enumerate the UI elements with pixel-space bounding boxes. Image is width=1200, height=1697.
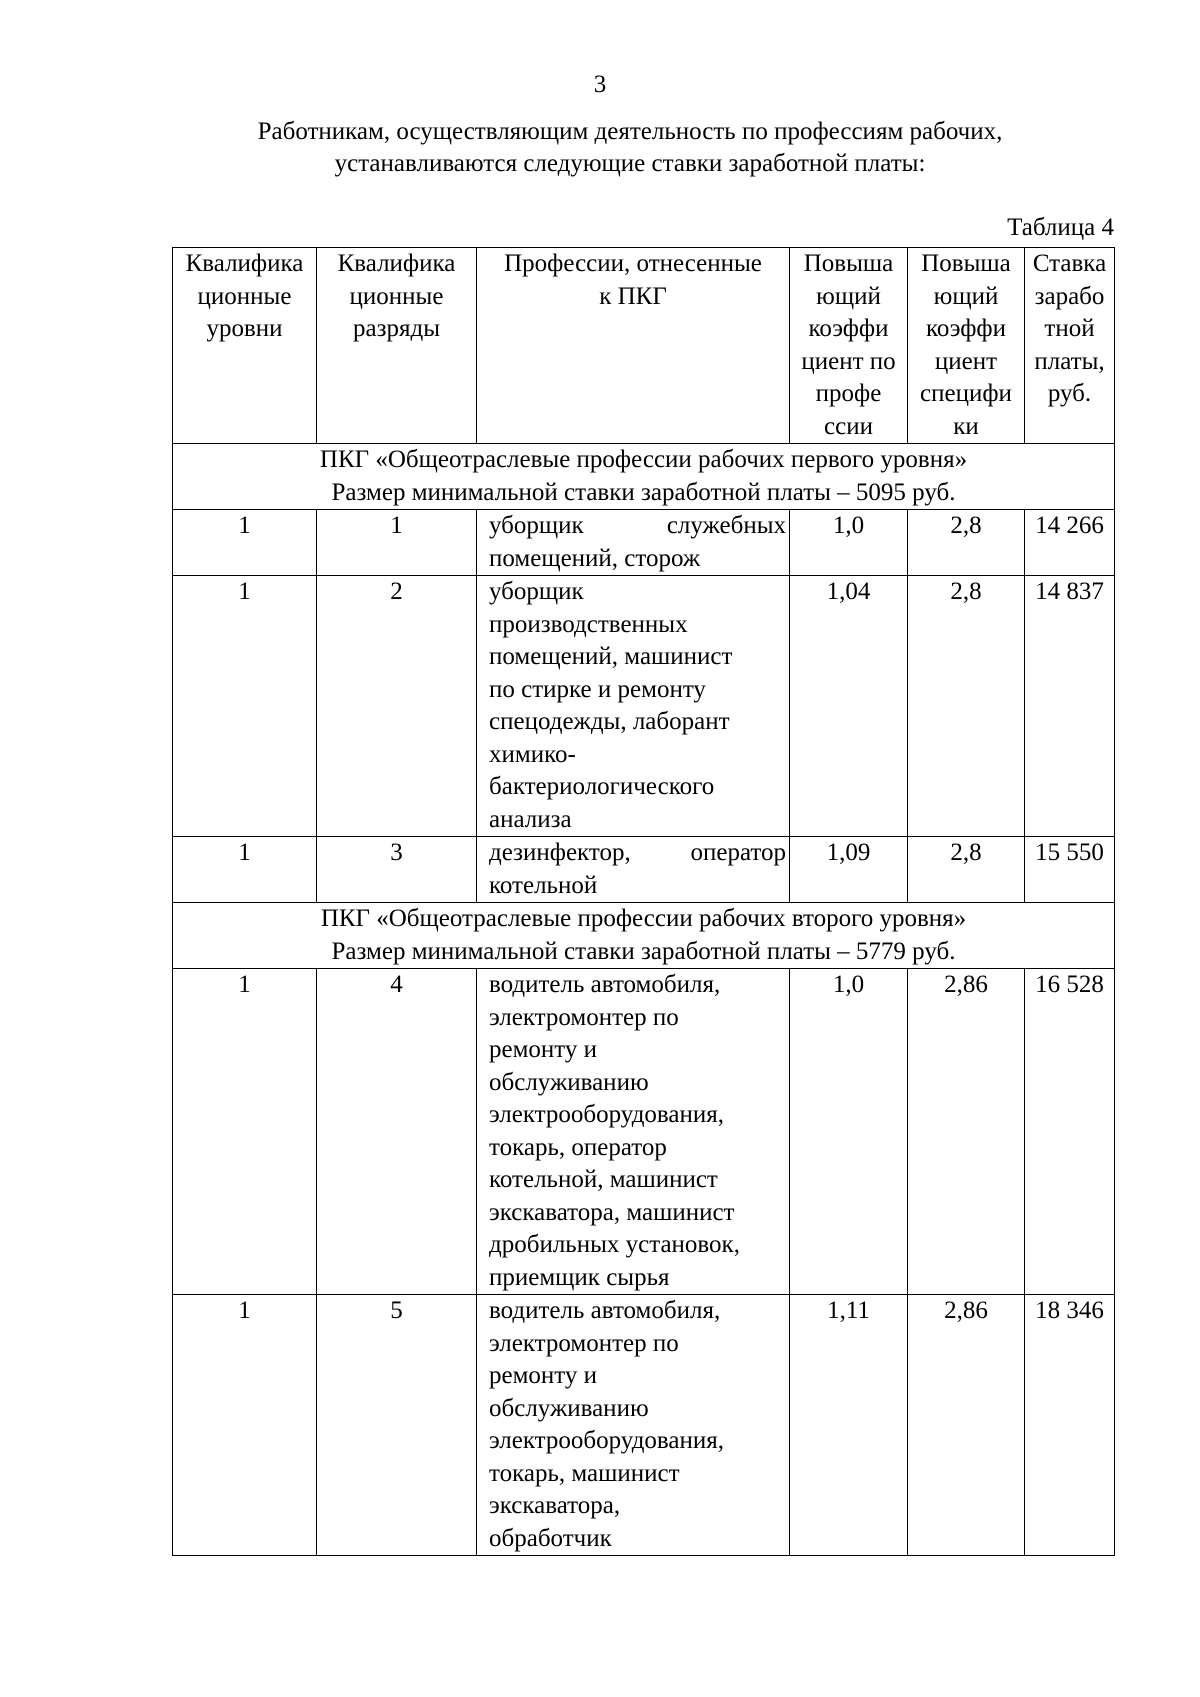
cell-salary-rate: 15 550 <box>1025 837 1115 903</box>
profession-line: спецодежды, лаборант <box>489 708 730 735</box>
cell-professions <box>477 837 790 903</box>
profession-line: электрооборудования, <box>489 1101 725 1128</box>
profession-line: электрооборудования, <box>489 1427 725 1454</box>
header-qualification-grades <box>317 248 477 444</box>
table-row <box>173 837 1115 903</box>
cell-qualification-level: 1 <box>173 969 317 1295</box>
intro-paragraph <box>180 116 1080 180</box>
profession-line: экскаватора, машинист <box>489 1198 735 1226</box>
header-professions <box>477 248 790 444</box>
salary-table <box>172 247 1115 1556</box>
profession-line: ремонту и <box>489 1362 598 1389</box>
profession-line: бактериологического <box>489 773 715 800</box>
header-text: Квалифика <box>337 250 456 277</box>
cell-coef-profession: 1,09 <box>790 837 908 903</box>
cell-qualification-grade: 5 <box>317 1295 477 1556</box>
profession-word: служебных <box>666 512 786 539</box>
cell-coef-specifics: 2,8 <box>908 576 1025 837</box>
group-min-rate: Размер минимальной ставки заработной платы – 5095 руб. <box>331 478 956 506</box>
cell-coef-profession: 1,11 <box>790 1295 908 1556</box>
cell-qualification-grade: 1 <box>317 510 477 576</box>
header-text: руб. <box>1047 380 1092 407</box>
cell-qualification-level: 1 <box>173 1295 317 1556</box>
cell-coef-specifics: 2,8 <box>908 837 1025 903</box>
table-row <box>173 576 1115 837</box>
cell-coef-specifics: 2,86 <box>908 969 1025 1295</box>
header-text: Квалифика <box>185 250 304 277</box>
cell-coef-profession: 1,04 <box>790 576 908 837</box>
profession-line <box>489 510 786 543</box>
cell-coef-profession: 1,0 <box>790 510 908 576</box>
profession-line: водитель автомобиля, <box>489 971 721 998</box>
profession-line: по стирке и ремонту <box>489 675 706 703</box>
cell-professions <box>477 510 790 576</box>
profession-word: оператор <box>690 839 786 866</box>
profession-line: экскаватора, <box>489 1492 621 1519</box>
profession-line: помещений, машинист <box>489 643 733 670</box>
cell-coef-specifics: 2,8 <box>908 510 1025 576</box>
table-row <box>173 510 1115 576</box>
page-number: 3 <box>593 71 607 98</box>
cell-qualification-grade: 2 <box>317 576 477 837</box>
profession-line: электромонтер по <box>489 1329 679 1357</box>
header-text: Повыша <box>921 250 1011 277</box>
profession-word: уборщик <box>489 512 584 539</box>
cell-professions <box>477 1295 790 1556</box>
group-min-rate: Размер минимальной ставки заработной платы – 5779 руб. <box>331 937 956 965</box>
header-text: ссии <box>824 412 873 440</box>
group-title: ПКГ «Общеотраслевые профессии рабочих второго уровня» <box>320 905 967 932</box>
cell-qualification-level: 1 <box>173 837 317 903</box>
header-text: циент по <box>801 347 896 375</box>
cell-qualification-level: 1 <box>173 510 317 576</box>
header-text: Повыша <box>803 250 894 277</box>
header-text: циент <box>934 347 998 375</box>
header-text: профе <box>815 380 882 407</box>
profession-line: токарь, оператор <box>489 1133 667 1161</box>
profession-line: дробильных установок, <box>489 1231 740 1258</box>
profession-line: обслуживанию <box>489 1068 649 1096</box>
header-text: ющий <box>933 282 999 310</box>
header-qualification-levels <box>173 248 317 444</box>
group-header-cell <box>173 903 1115 969</box>
header-coef-specifics <box>908 248 1025 444</box>
header-text: Профессии, отнесенные <box>504 250 762 277</box>
cell-salary-rate: 14 837 <box>1025 576 1115 837</box>
cell-professions <box>477 969 790 1295</box>
table-caption: Таблица 4 <box>1007 214 1114 241</box>
cell-qualification-level: 1 <box>173 576 317 837</box>
cell-professions <box>477 576 790 837</box>
profession-line: ремонту и <box>489 1036 598 1063</box>
group-header-cell <box>173 444 1115 510</box>
profession-word: дезинфектор, <box>489 839 631 866</box>
header-text: ционные <box>349 282 444 310</box>
header-text: тной <box>1044 315 1095 342</box>
profession-line: котельной, машинист <box>489 1166 718 1193</box>
profession-line: приемщик сырья <box>489 1263 670 1291</box>
profession-line <box>489 837 786 870</box>
cell-salary-rate: 14 266 <box>1025 510 1115 576</box>
profession-line: анализа <box>489 805 572 833</box>
cell-salary-rate: 16 528 <box>1025 969 1115 1295</box>
profession-line: обслуживанию <box>489 1394 649 1422</box>
profession-line: обработчик <box>489 1524 612 1552</box>
header-text: Ставка <box>1032 250 1107 277</box>
header-text: ки <box>953 412 979 440</box>
table-row <box>173 1295 1115 1556</box>
header-text: уровни <box>206 315 283 342</box>
header-text: специфи <box>920 380 1012 407</box>
profession-line: водитель автомобиля, <box>489 1297 721 1324</box>
intro-line-1: Работникам, осуществляющим деятельность по профессиям рабочих, <box>257 118 1003 145</box>
cell-salary-rate: 18 346 <box>1025 1295 1115 1556</box>
header-text: ющий <box>816 282 881 310</box>
header-coef-profession <box>790 248 908 444</box>
profession-line: токарь, машинист <box>489 1459 680 1487</box>
table-row <box>173 969 1115 1295</box>
header-text: платы, <box>1034 347 1105 375</box>
cell-coef-profession: 1,0 <box>790 969 908 1295</box>
profession-line: производственных <box>489 610 688 638</box>
header-text: зарабо <box>1034 282 1105 310</box>
profession-line: химико- <box>489 740 576 768</box>
header-text: к ПКГ <box>599 282 667 310</box>
group-header-row <box>173 903 1115 969</box>
group-title: ПКГ «Общеотраслевые профессии рабочих первого уровня» <box>319 446 968 473</box>
cell-qualification-grade: 4 <box>317 969 477 1295</box>
group-header-row <box>173 444 1115 510</box>
header-text: ционные <box>197 282 292 310</box>
table-header-row <box>173 248 1115 444</box>
cell-qualification-grade: 3 <box>317 837 477 903</box>
profession-line: помещений, сторож <box>489 544 701 572</box>
header-text: коэффи <box>808 315 889 342</box>
header-salary-rate <box>1025 248 1115 444</box>
cell-coef-specifics: 2,86 <box>908 1295 1025 1556</box>
profession-line: котельной <box>489 871 598 899</box>
intro-line-2: устанавливаются следующие ставки заработной платы: <box>334 150 926 177</box>
header-text: коэффи <box>926 315 1006 342</box>
header-text: разряды <box>353 315 440 342</box>
profession-line: электромонтер по <box>489 1003 679 1031</box>
profession-line: уборщик <box>489 578 584 605</box>
